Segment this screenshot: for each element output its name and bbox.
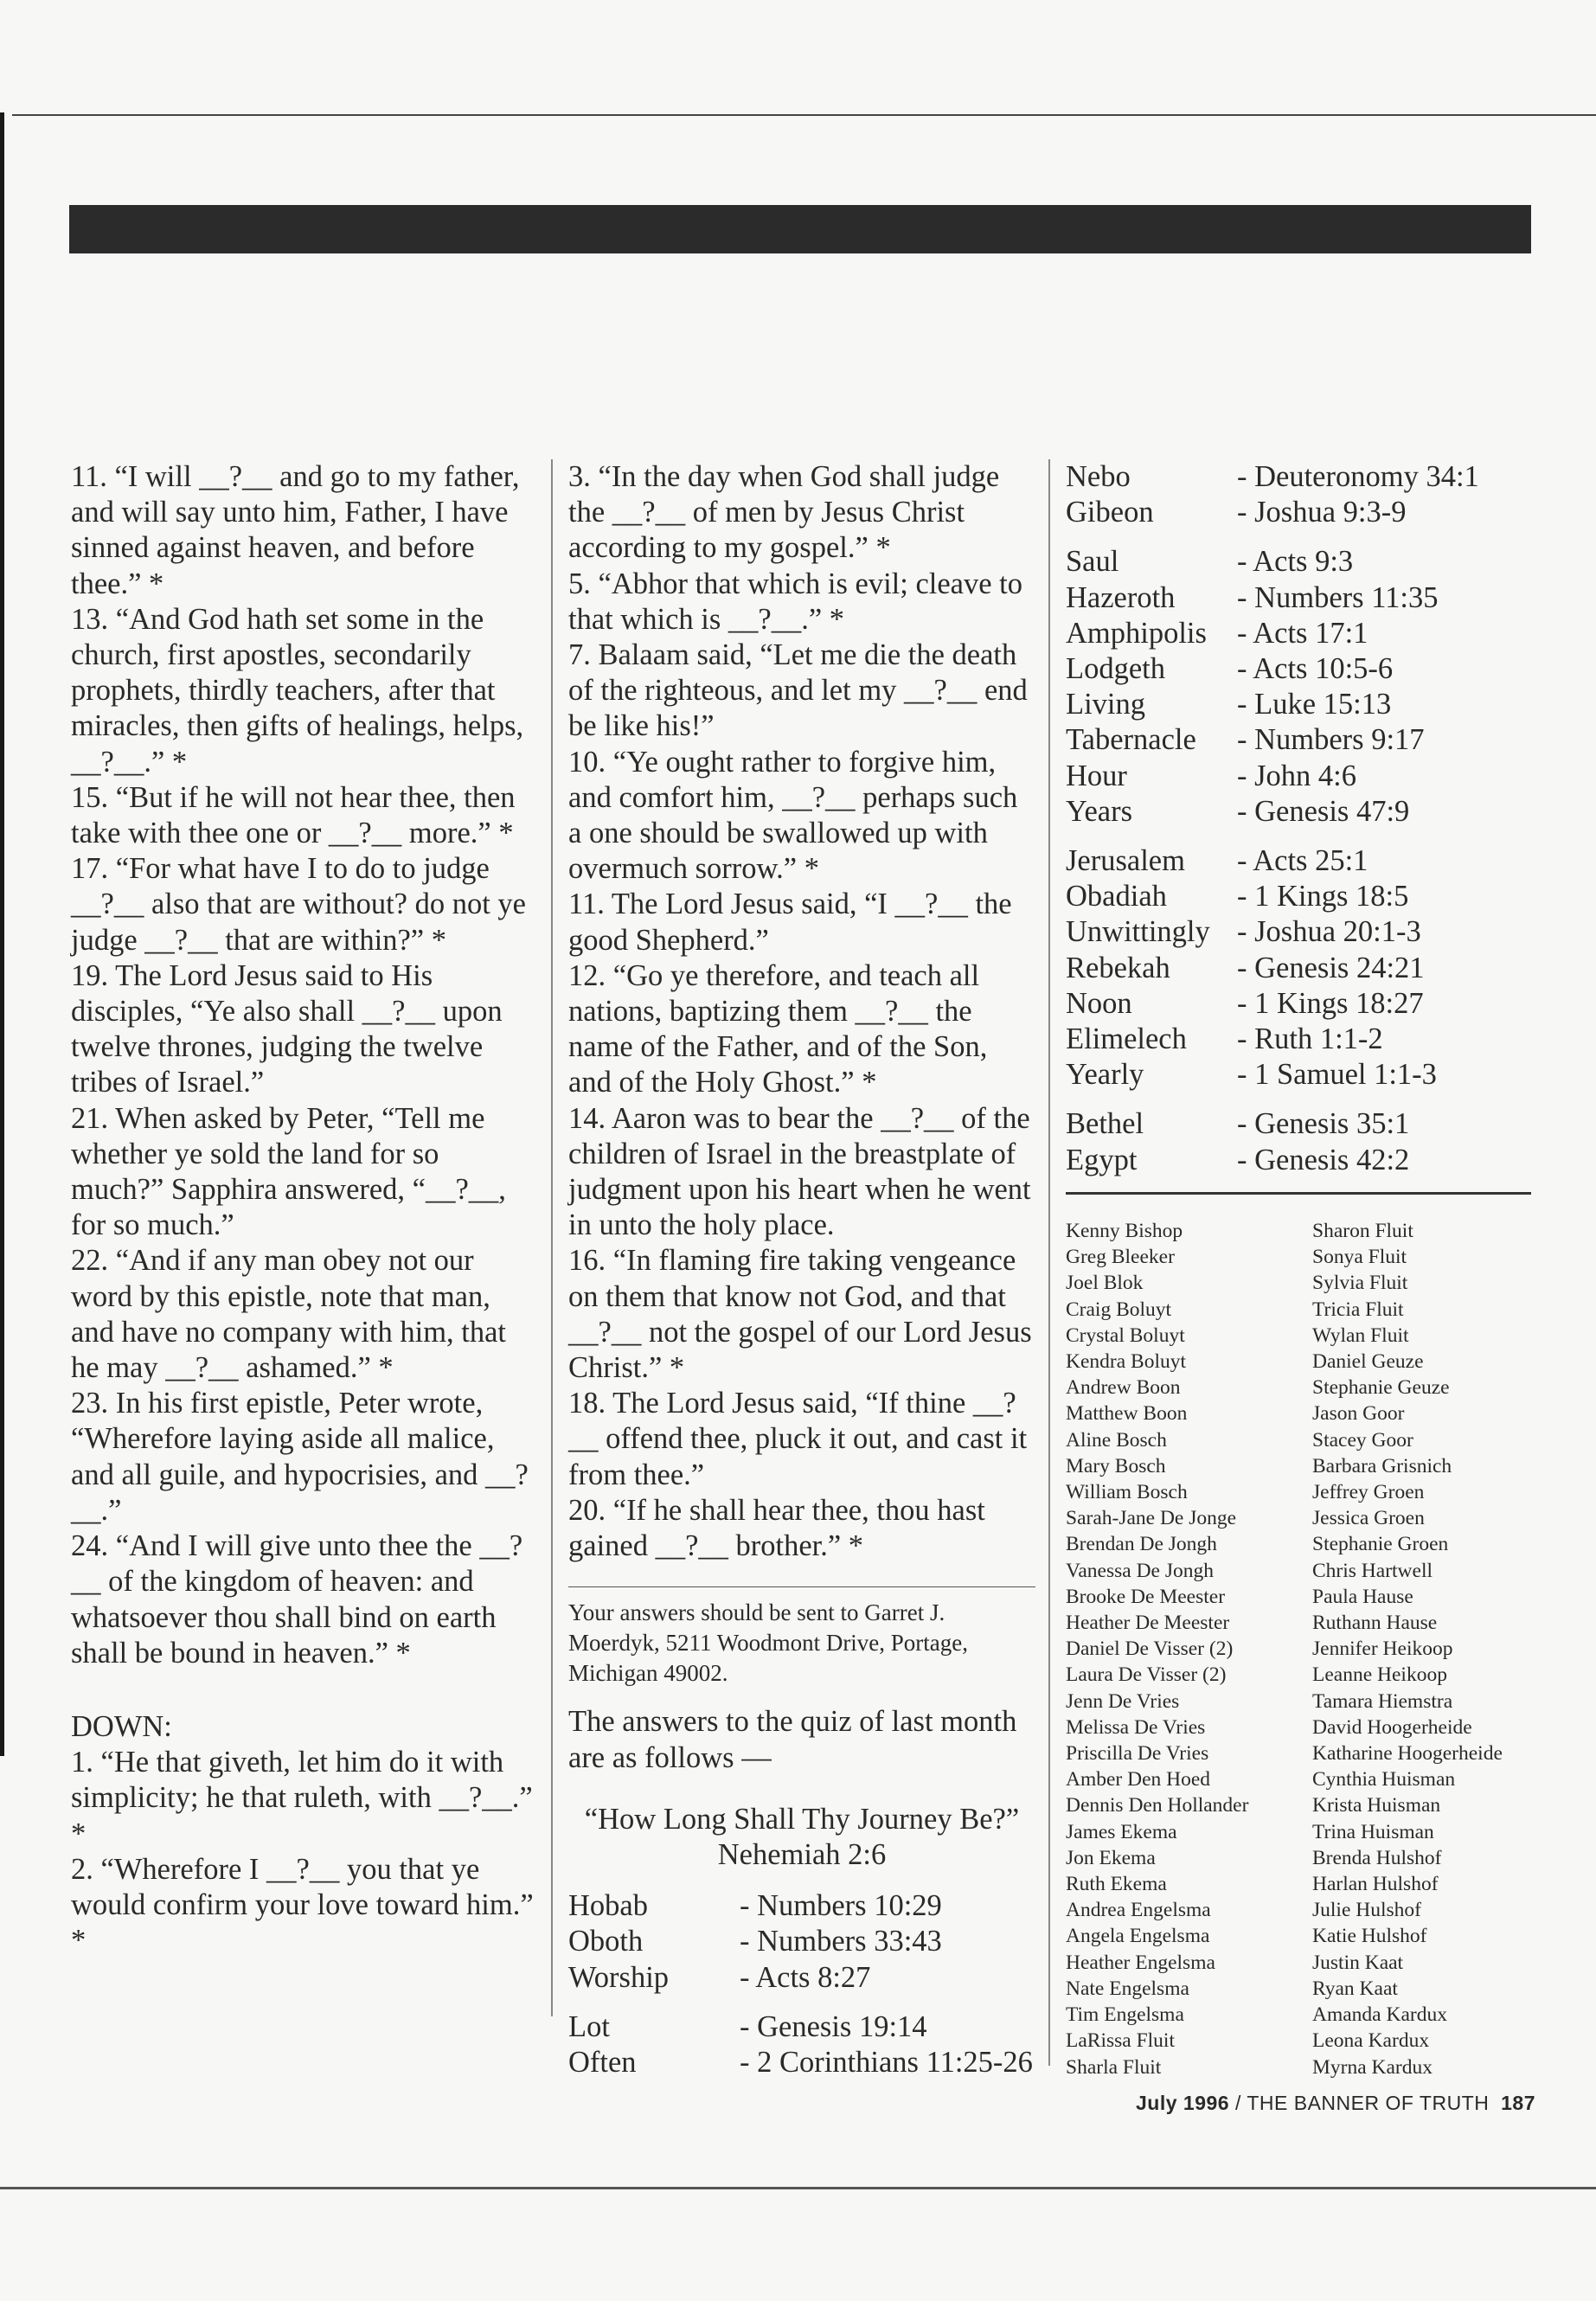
answer-word: Worship (568, 1960, 670, 1994)
answer-row (1066, 1093, 1479, 1142)
answer-row (1066, 914, 1479, 950)
name-entry: Laura De Visser (2) (1066, 1663, 1227, 1687)
name-entry: Stacey Goor (1312, 1428, 1413, 1452)
answer-word: Obadiah (1066, 880, 1167, 913)
clue-paragraph: 10. “Ye ought rather to forgive him, and comfort him, __?__ perhaps such a one should be swallowed up with overmuch sorrow.” * (568, 745, 1018, 886)
name-entry: Stephanie Geuze (1312, 1376, 1450, 1400)
clue-paragraph: 22. “And if any man obey not our word by this epistle, note that man, and have no company with him, that he may __?__ ashamed.” * (71, 1244, 507, 1385)
answer-word: Lot (568, 2009, 610, 2043)
answer-reference: - Ruth 1:1-2 (1237, 1022, 1383, 1056)
answer-row (1066, 879, 1479, 914)
answer-reference: - Genesis 24:21 (1237, 951, 1425, 984)
answer-word: Nebo (1066, 460, 1131, 493)
answer-row (1066, 687, 1479, 722)
name-entry: Nate Engelsma (1066, 1977, 1189, 2000)
answer-word: Bethel (1066, 1107, 1144, 1141)
name-entry: Justin Kaat (1312, 1951, 1404, 1974)
name-entry: Wylan Fluit (1312, 1324, 1409, 1347)
name-entry: Stephanie Groen (1312, 1533, 1449, 1556)
answer-word: Noon (1066, 986, 1132, 1020)
name-entry: Jeffrey Groen (1312, 1481, 1425, 1504)
answer-reference: - Luke 15:13 (1237, 688, 1392, 721)
name-entry: Tamara Hiemstra (1312, 1689, 1453, 1713)
clue-paragraph: 2. “Wherefore I __?__ you that ye would confirm your love toward him.” * (71, 1852, 534, 1958)
clue-paragraph: 24. “And I will give unto thee the __?__ of the kingdom of heaven: and whatsoever thou shall bind on earth shall be bound in heaven.” * (71, 1529, 523, 1670)
name-entry: Sharla Fluit (1066, 2055, 1162, 2079)
answer-word: Amphipolis (1066, 616, 1207, 650)
name-entry: Brendan De Jongh (1066, 1533, 1217, 1556)
answer-row (1066, 580, 1479, 616)
answer-reference: - 1 Kings 18:5 (1237, 880, 1409, 913)
footer-separator: / (1234, 2092, 1241, 2114)
answer-reference: - Numbers 11:35 (1237, 580, 1439, 614)
name-entry: Harlan Hulshof (1312, 1873, 1439, 1896)
name-entry: Leona Kardux (1312, 2029, 1430, 2053)
answer-reference: - Acts 25:1 (1237, 844, 1368, 878)
answer-reference: - 1 Samuel 1:1-3 (1237, 1058, 1437, 1092)
section-title-down: DOWN: (71, 1709, 172, 1743)
header-bar (69, 205, 1531, 253)
answer-reference: - Numbers 10:29 (740, 1889, 942, 1923)
answer-row (1066, 986, 1479, 1022)
answer-row (1066, 459, 1479, 495)
answer-reference: - Joshua 20:1-3 (1237, 915, 1421, 949)
send-note: Your answers should be sent to Garret J. Moerdyk, 5211 Woodmont Drive, Portage, Michigan 49002. (568, 1599, 969, 1687)
name-entry: Aline Bosch (1066, 1428, 1167, 1452)
clue-paragraph: 5. “Abhor that which is evil; cleave to that which is __?__.” * (568, 567, 1023, 636)
name-entry: Heather Engelsma (1066, 1951, 1215, 1974)
separator-rule (568, 1586, 1035, 1587)
name-entry: Paula Hause (1312, 1585, 1413, 1608)
name-entry: Sonya Fluit (1312, 1246, 1407, 1269)
name-entry: Myrna Kardux (1312, 2055, 1433, 2079)
clue-paragraph: 11. “I will __?__ and go to my father, and will say unto him, Father, I have sinned against heaven, and before thee.” * (71, 460, 520, 600)
name-entry: Tricia Fluit (1312, 1298, 1404, 1321)
answer-reference: - Acts 9:3 (1237, 545, 1354, 579)
answer-row (568, 2045, 1033, 2080)
answer-row (1066, 530, 1479, 580)
name-entry: Jessica Groen (1312, 1507, 1425, 1530)
answer-word: Living (1066, 688, 1145, 721)
answer-row (1066, 951, 1479, 986)
answer-row (568, 1960, 1033, 1996)
answer-reference: - Acts 8:27 (740, 1960, 871, 1994)
name-entry: Melissa De Vries (1066, 1715, 1206, 1739)
column-rule-2 (1048, 459, 1050, 2066)
answer-reference: - Genesis 19:14 (740, 2009, 927, 2043)
clue-paragraph: 20. “If he shall hear thee, thou hast gained __?__ brother.” * (568, 1493, 985, 1563)
name-entry: Joel Blok (1066, 1272, 1144, 1295)
answer-word: Rebekah (1066, 951, 1170, 984)
name-entry: Priscilla De Vries (1066, 1742, 1209, 1766)
footer-date: July 1996 (1136, 2092, 1230, 2114)
names-list-left (1066, 1218, 1308, 2080)
names-rule (1066, 1192, 1531, 1195)
name-entry: Crystal Boluyt (1066, 1324, 1185, 1347)
name-entry: Craig Boluyt (1066, 1298, 1172, 1321)
answer-row (1066, 1022, 1479, 1057)
answer-word: Jerusalem (1066, 844, 1185, 878)
name-entry: William Bosch (1066, 1481, 1188, 1504)
page-edge-shadow (0, 112, 4, 1756)
name-entry: Jennifer Heikoop (1312, 1638, 1453, 1661)
answer-reference: - 2 Corinthians 11:25-26 (740, 2045, 1033, 2079)
name-entry: Brooke De Meester (1066, 1585, 1226, 1608)
clue-paragraph: 13. “And God hath set some in the church, first apostles, secondarily prophets, thirdly teachers, after that miracles, then gifts of healings, helps, __?__.” * (71, 602, 524, 779)
answer-reference: - Genesis 35:1 (1237, 1107, 1410, 1141)
clue-paragraph: 15. “But if he will not hear thee, then take with thee one or __?__ more.” * (71, 780, 516, 850)
name-entry: Ryan Kaat (1312, 1977, 1398, 2000)
name-entry: David Hoogerheide (1312, 1715, 1472, 1739)
names-list-right (1312, 1218, 1537, 2080)
footer-publication: THE BANNER OF TRUTH (1247, 2092, 1490, 2114)
name-entry: Trina Huisman (1312, 1820, 1434, 1843)
name-entry: Mary Bosch (1066, 1454, 1166, 1477)
name-entry: Brenda Hulshof (1312, 1846, 1442, 1869)
answer-reference: - John 4:6 (1237, 759, 1356, 792)
answer-word: Unwittingly (1066, 915, 1210, 949)
answer-word: Elimelech (1066, 1022, 1187, 1056)
name-entry: Amber Den Hoed (1066, 1768, 1211, 1791)
answer-reference: - Numbers 9:17 (1237, 723, 1425, 757)
name-entry: James Ekema (1066, 1820, 1177, 1843)
name-entry: Angela Engelsma (1066, 1925, 1210, 1948)
name-entry: Heather De Meester (1066, 1612, 1230, 1635)
answer-word: Hazeroth (1066, 580, 1176, 614)
answer-row (568, 1888, 1033, 1924)
name-entry: Chris Hartwell (1312, 1559, 1433, 1582)
answer-reference: - Acts 17:1 (1237, 616, 1368, 650)
name-entry: Sylvia Fluit (1312, 1272, 1408, 1295)
answer-word: Oboth (568, 1925, 644, 1958)
name-entry: Julie Hulshof (1312, 1899, 1421, 1922)
answer-row (568, 1924, 1033, 1959)
column-1 (71, 459, 538, 1958)
name-entry: Sarah-Jane De Jonge (1066, 1507, 1237, 1530)
answer-row (1066, 830, 1479, 879)
answer-row (1066, 759, 1479, 794)
answer-row (1066, 1143, 1479, 1178)
footer-page-number: 187 (1501, 2092, 1535, 2114)
name-entry: Katie Hulshof (1312, 1925, 1427, 1948)
clue-paragraph: 19. The Lord Jesus said to His disciples, “Ye also shall __?__ upon twelve thrones, judging the twelve tribes of Israel.” (71, 958, 503, 1099)
answer-reference: - 1 Kings 18:27 (1237, 986, 1424, 1020)
column-2 (568, 459, 1035, 2080)
name-entry: Vanessa De Jongh (1066, 1559, 1214, 1582)
answer-word: Hour (1066, 759, 1127, 792)
last-month-intro: The answers to the quiz of last month are as follows — (568, 1705, 1017, 1774)
name-entry: Cynthia Huisman (1312, 1768, 1456, 1791)
top-rule (12, 114, 1596, 116)
answers-table-col3 (1066, 459, 1479, 1178)
clue-paragraph: 17. “For what have I to do to judge __?__ also that are without? do not ye judge __?__ that are within?” * (71, 852, 526, 957)
answer-reference: - Genesis 42:2 (1237, 1143, 1410, 1176)
answer-row (568, 1996, 1033, 2045)
quiz-reference: Nehemiah 2:6 (717, 1837, 887, 1871)
answer-reference: - Numbers 33:43 (740, 1925, 942, 1958)
clue-paragraph: 18. The Lord Jesus said, “If thine __?__ offend thee, pluck it out, and cast it from thee.” (568, 1387, 1028, 1491)
page-footer (1122, 2092, 1535, 2115)
clue-paragraph: 16. “In flaming fire taking vengeance on them that know not God, and that __?__ not the gospel of our Lord Jesus Christ.” * (568, 1244, 1032, 1385)
answer-reference: - Genesis 47:9 (1237, 794, 1410, 828)
name-entry: Kenny Bishop (1066, 1220, 1183, 1242)
answer-row (1066, 794, 1479, 830)
column-3 (1066, 459, 1533, 1178)
name-entry: Daniel Geuze (1312, 1350, 1424, 1374)
name-entry: Sharon Fluit (1312, 1220, 1413, 1242)
name-entry: Jon Ekema (1066, 1846, 1156, 1869)
name-entry: Andrea Engelsma (1066, 1899, 1211, 1922)
answer-word: Gibeon (1066, 496, 1154, 529)
column-rule-1 (551, 459, 553, 2016)
answer-reference: - Acts 10:5-6 (1237, 652, 1394, 686)
name-entry: Barbara Grisnich (1312, 1454, 1452, 1477)
name-entry: Andrew Boon (1066, 1376, 1181, 1400)
answers-table-col2 (568, 1888, 1033, 2080)
quiz-title: “How Long Shall Thy Journey Be?” (584, 1802, 1020, 1836)
answer-row (1066, 651, 1479, 687)
clue-paragraph: 11. The Lord Jesus said, “I __?__ the good Shepherd.” (568, 888, 1012, 957)
name-entry: Matthew Boon (1066, 1402, 1188, 1426)
name-entry: Dennis Den Hollander (1066, 1794, 1249, 1817)
name-entry: Jenn De Vries (1066, 1689, 1180, 1713)
name-entry: Greg Bleeker (1066, 1246, 1175, 1269)
answer-word: Egypt (1066, 1143, 1138, 1176)
column-2-clues (568, 459, 1035, 1564)
clue-paragraph: 14. Aaron was to bear the __?__ of the children of Israel in the breastplate of judgment upon his heart when he went in unto the holy place. (568, 1101, 1031, 1242)
name-entry: Krista Huisman (1312, 1794, 1441, 1817)
answer-row (1066, 722, 1479, 758)
clue-paragraph: 7. Balaam said, “Let me die the death of the righteous, and let my __?__ end be like his!” (568, 638, 1028, 743)
answer-reference: - Deuteronomy 34:1 (1237, 460, 1479, 493)
answer-word: Years (1066, 794, 1133, 828)
name-entry: Kendra Boluyt (1066, 1350, 1187, 1374)
name-entry: Jason Goor (1312, 1402, 1405, 1426)
answer-word: Yearly (1066, 1058, 1144, 1092)
answer-word: Tabernacle (1066, 723, 1196, 757)
name-entry: Leanne Heikoop (1312, 1663, 1447, 1687)
answer-row (1066, 616, 1479, 651)
clue-paragraph: 12. “Go ye therefore, and teach all nations, baptizing them __?__ the name of the Father, and of the Son, and of the Holy Ghost.” * (568, 958, 988, 1099)
name-entry: LaRissa Fluit (1066, 2029, 1175, 2053)
answer-reference: - Joshua 9:3-9 (1237, 496, 1407, 529)
clue-paragraph: 1. “He that giveth, let him do it with simplicity; he that ruleth, with __?__.” * (71, 1746, 533, 1850)
answer-word: Often (568, 2045, 637, 2079)
name-entry: Amanda Kardux (1312, 2003, 1447, 2027)
name-entry: Ruthann Hause (1312, 1612, 1438, 1635)
clue-paragraph: 21. When asked by Peter, “Tell me whether ye sold the land for so much?” Sapphira answered, “__?__, for so much.” (71, 1101, 506, 1242)
answer-word: Saul (1066, 545, 1119, 579)
bottom-rule (0, 2187, 1596, 2189)
name-entry: Tim Engelsma (1066, 2003, 1184, 2027)
name-entry: Ruth Ekema (1066, 1873, 1167, 1896)
name-entry: Katharine Hoogerheide (1312, 1742, 1503, 1766)
clue-paragraph: 23. In his first epistle, Peter wrote, “Wherefore laying aside all malice, and all guile, and hypocrisies, and __?__.” (71, 1387, 529, 1527)
name-entry: Daniel De Visser (2) (1066, 1638, 1234, 1661)
answer-word: Hobab (568, 1889, 648, 1923)
clue-paragraph: 3. “In the day when God shall judge the __?__ of men by Jesus Christ according to my gospel.” * (568, 460, 1000, 565)
answer-row (1066, 495, 1479, 530)
answer-row (1066, 1057, 1479, 1093)
answer-word: Lodgeth (1066, 652, 1165, 686)
